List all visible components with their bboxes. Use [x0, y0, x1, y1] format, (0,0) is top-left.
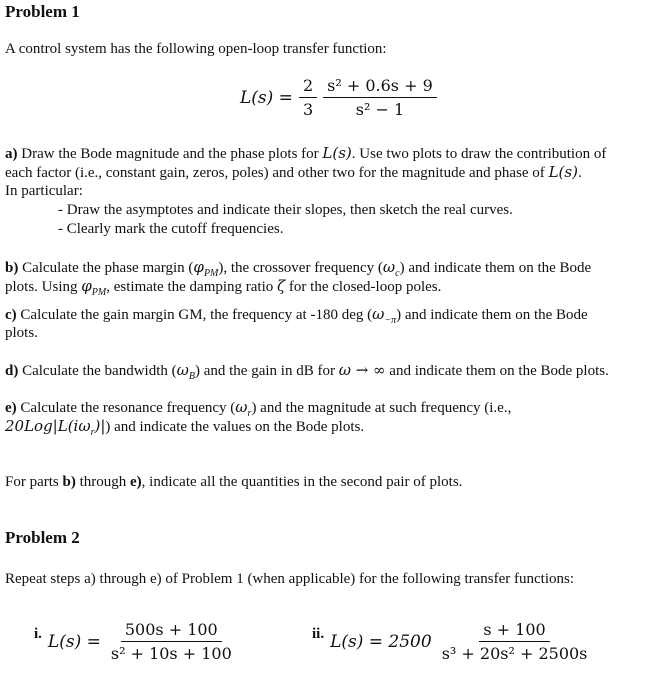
problem2-title: Problem 2	[5, 528, 80, 547]
math-symbol: φ	[81, 277, 92, 295]
math-symbol: B	[188, 371, 195, 382]
equation-i	[34, 620, 236, 663]
text-fragment: ) and indicate them on the Bode	[399, 260, 592, 276]
part-label: b)	[62, 474, 76, 490]
text-fragment: for the closed-loop poles.	[285, 279, 442, 295]
text-fragment: , estimate the damping ratio	[106, 279, 278, 295]
text-fragment: plots.	[5, 325, 38, 341]
text-fragment: through	[75, 474, 131, 490]
problem1-text-line	[5, 163, 582, 182]
math-symbol: ω	[176, 361, 189, 379]
text-fragment: For parts	[5, 474, 63, 490]
part-label: a)	[5, 146, 18, 162]
problem1-text-line	[5, 361, 609, 386]
text-fragment: ) and indicate them on the Bode	[396, 307, 588, 323]
math-symbol: r	[90, 427, 95, 438]
math-symbol: ω	[372, 305, 385, 323]
transfer-function-equation	[240, 76, 437, 119]
gain-numerator: 2	[299, 76, 317, 98]
text-fragment: and indicate them on the Bode plots.	[385, 363, 609, 379]
tf-fraction	[323, 76, 437, 119]
problem1-text-line	[5, 305, 588, 330]
gain-fraction	[299, 76, 317, 119]
math-symbol: ω	[235, 398, 248, 416]
problem1-text-line	[5, 182, 83, 200]
equation-i-lhs: L(s) =	[47, 631, 101, 652]
text-fragment: Draw the Bode magnitude and the phase plots for	[17, 146, 323, 162]
equation-i-denominator: s² + 10s + 100	[110, 644, 232, 663]
equation-lhs: L(s) =	[240, 87, 293, 108]
math-symbol: ω	[382, 258, 396, 276]
problem1-text-line	[5, 277, 441, 302]
equation-ii	[312, 620, 591, 663]
text-fragment: plots. Using	[5, 279, 82, 295]
math-symbol: ω	[338, 361, 351, 379]
gain-denominator: 3	[302, 100, 314, 119]
problem1-text-line	[5, 144, 606, 163]
equation-ii-numerator: s + 100	[479, 620, 549, 642]
equation-ii-denominator: s³ + 20s² + 2500s	[441, 644, 588, 663]
problem2-intro: Repeat steps a) through e) of Problem 1 (when applicable) for the following transfer functions:	[5, 571, 574, 587]
text-fragment: - Draw the asymptotes and indicate their slopes, then sketch the real curves.	[58, 202, 513, 218]
tf-numerator: s² + 0.6s + 9	[323, 76, 437, 98]
equation-i-label: i.	[34, 626, 42, 642]
problem1-text-line	[58, 220, 283, 238]
math-symbol: c	[395, 268, 400, 279]
math-symbol: −π	[384, 315, 397, 326]
math-symbol: )|	[94, 417, 106, 435]
text-fragment: In particular:	[5, 183, 83, 199]
text-fragment: , indicate all the quantities in the second pair of plots.	[141, 474, 463, 490]
math-symbol: 20Log|L(iω	[5, 417, 91, 435]
text-fragment: ), the crossover frequency (	[218, 260, 383, 276]
problem1-text-line	[5, 473, 462, 491]
text-fragment: . Use two plots to draw the contribution of	[351, 146, 607, 162]
part-label: e)	[130, 474, 142, 490]
text-fragment: - Clearly mark the cutoff frequencies.	[58, 221, 284, 237]
problem1-text-line	[5, 417, 364, 442]
math-symbol: φ	[193, 258, 204, 276]
text-fragment: Calculate the bandwidth (	[18, 363, 177, 379]
text-fragment: ) and the gain in dB for	[194, 363, 339, 379]
part-label: b)	[5, 260, 19, 276]
math-symbol: ζ	[277, 277, 286, 295]
math-symbol: PM	[91, 287, 107, 298]
equation-i-fraction	[107, 620, 236, 663]
math-symbol: L(s)	[548, 163, 578, 181]
tf-denominator: s² − 1	[355, 100, 405, 119]
part-label: e)	[5, 400, 17, 416]
equation-ii-fraction	[438, 620, 592, 663]
math-symbol: L(s)	[322, 144, 352, 162]
text-fragment: ) and indicate the values on the Bode plots.	[105, 419, 365, 435]
problem1-text-line	[58, 201, 513, 219]
part-label: c)	[5, 307, 17, 323]
equation-ii-label: ii.	[312, 626, 325, 642]
part-label: d)	[5, 363, 19, 379]
text-fragment: .	[577, 165, 582, 181]
equation-i-numerator: 500s + 100	[121, 620, 222, 642]
problem1-intro: A control system has the following open-loop transfer function:	[5, 41, 387, 57]
text-fragment: ) and the magnitude at such frequency (i.e.,	[251, 400, 512, 416]
text-fragment: Calculate the phase margin (	[18, 260, 194, 276]
text-fragment: Calculate the resonance frequency (	[16, 400, 236, 416]
text-fragment: Calculate the gain margin GM, the frequency at -180 deg (	[16, 307, 373, 323]
math-symbol: → ∞	[350, 361, 386, 379]
problem1-title: Problem 1	[5, 2, 80, 21]
equation-ii-lhs: L(s) = 2500	[330, 631, 432, 652]
text-fragment: each factor (i.e., constant gain, zeros, poles) and other two for the magnitude and phase of	[5, 165, 549, 181]
math-symbol: r	[247, 408, 252, 419]
math-symbol: PM	[203, 268, 219, 279]
problem1-text-line	[5, 324, 38, 342]
